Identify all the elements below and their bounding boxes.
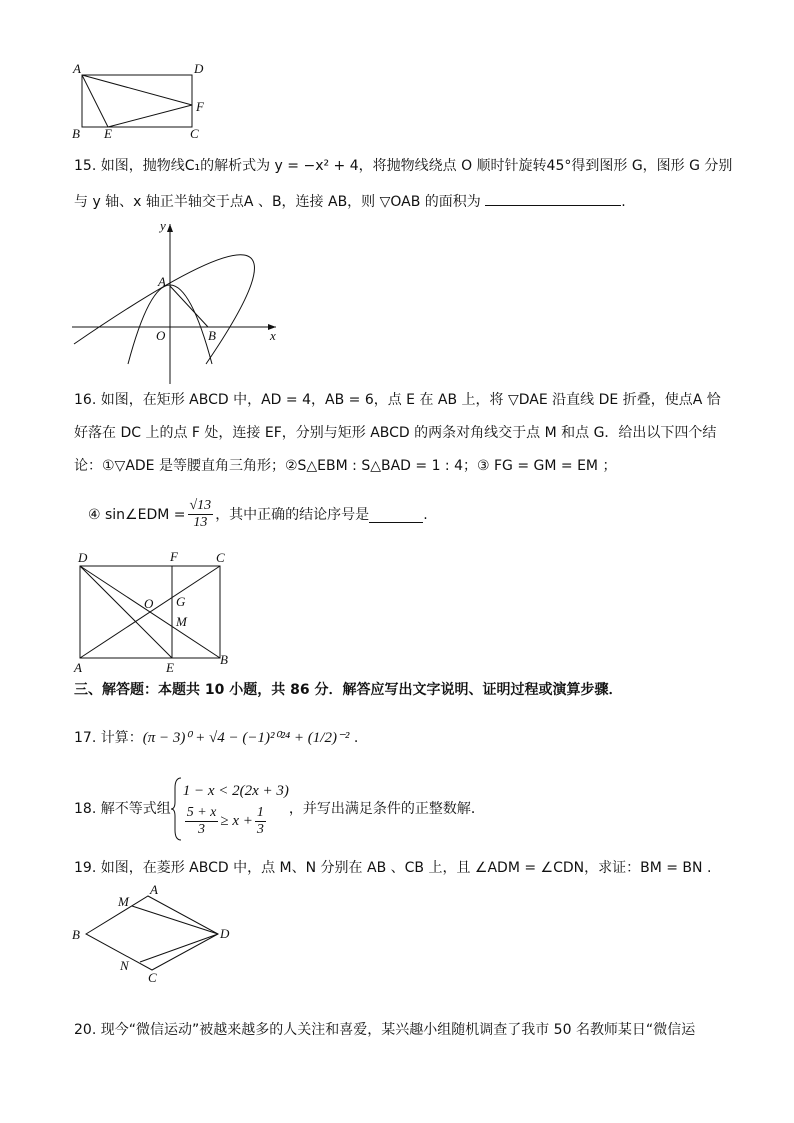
figure-q14: [70, 60, 220, 144]
label-A: A: [150, 882, 158, 897]
left-brace: [171, 776, 183, 842]
q15-line2: 与 y 轴、x 轴正半轴交于点A 、B，连接 AB，则 ▽OAB 的面积为 .: [74, 194, 626, 210]
q16-line4: ④ sin∠EDM = $\frac{√13}{13}$ ，其中正确的结论序号是 .: [88, 498, 428, 530]
q16-line1: 16. 如图，在矩形 ABCD 中，AD = 4，AB = 6，点 E 在 AB 上，将 ▽DAE 沿直线 DE 折叠，使点A 恰: [74, 392, 721, 408]
label-D: D: [220, 926, 230, 941]
q16-line3: 论：①▽ADE 是等腰直角三角形；②S△EBM : S△BAD = 1 : 4；③ FG = GM = EM ；: [74, 458, 617, 474]
label-y: y: [160, 218, 166, 233]
figure-q16: [68, 548, 248, 676]
figure-q15: [68, 216, 288, 386]
label-E: E: [104, 126, 112, 141]
label-B: B: [208, 328, 216, 343]
q17: 17. 计算：(π − 3)⁰ + √4 − (−1)²⁰²⁴ + (1/2)⁻² .: [74, 730, 359, 746]
label-M: M: [118, 894, 129, 909]
label-F: F: [196, 99, 204, 114]
q15-line1: 15. 如图，抛物线C₁的解析式为 y = −x² + 4，将抛物线绕点 O 顺时针旋转45°得到图形 G，图形 G 分别: [74, 158, 733, 174]
section-heading: 三、解答题：本题共 10 小题，共 86 分．解答应写出文字说明、证明过程或演算步骤．: [74, 682, 623, 698]
label-N: N: [120, 958, 129, 973]
label-C: C: [190, 126, 199, 141]
label-M: M: [176, 614, 187, 629]
label-A: A: [74, 660, 82, 675]
q20: 20. 现今“微信运动”被越来越多的人关注和喜爱，某兴趣小组随机调查了我市 50 名教师某日“微信运: [74, 1022, 696, 1038]
label-O: O: [144, 596, 154, 611]
label-B: B: [72, 927, 80, 942]
fraction-sqrt13-over-13: $\frac{√13}{13}$: [189, 498, 212, 530]
label-G: G: [176, 594, 186, 609]
label-B: B: [72, 126, 80, 141]
label-A: A: [158, 274, 166, 289]
q16-line2: 好落在 DC 上的点 F 处，连接 EF，分别与矩形 ABCD 的两条对角线交于点 M 和点 G．给出以下四个结: [74, 425, 717, 441]
inequality-1: 1 − x < 2(2x + 3): [182, 782, 289, 799]
inequality-system: 1 − x < 2(2x + 3) $\frac{5 + x}{3}$ ≥ x + $\frac{1}{3}$: [171, 776, 289, 842]
figure-q19: [68, 882, 248, 986]
q18: 18. 解不等式组 1 − x < 2(2x + 3) $\frac{5 + x}{3}$ ≥ x + $\frac{1}{3}$ ，并写出满足条件的正整数解．: [74, 776, 485, 842]
label-B: B: [220, 652, 228, 667]
label-D: D: [78, 550, 88, 565]
label-A: A: [73, 61, 81, 76]
q17-expression: (π − 3)⁰ + √4 − (−1)²⁰²⁴ + (1/2)⁻²: [142, 730, 350, 746]
q19: 19. 如图，在菱形 ABCD 中，点 M、N 分别在 AB 、CB 上，且 ∠ADM = ∠CDN，求证：BM = BN .: [74, 860, 712, 876]
label-O: O: [156, 328, 166, 343]
label-C: C: [148, 970, 157, 985]
label-x: x: [270, 328, 276, 343]
label-C: C: [216, 550, 225, 565]
label-F: F: [170, 549, 178, 564]
label-D: D: [194, 61, 204, 76]
label-E: E: [166, 660, 174, 675]
